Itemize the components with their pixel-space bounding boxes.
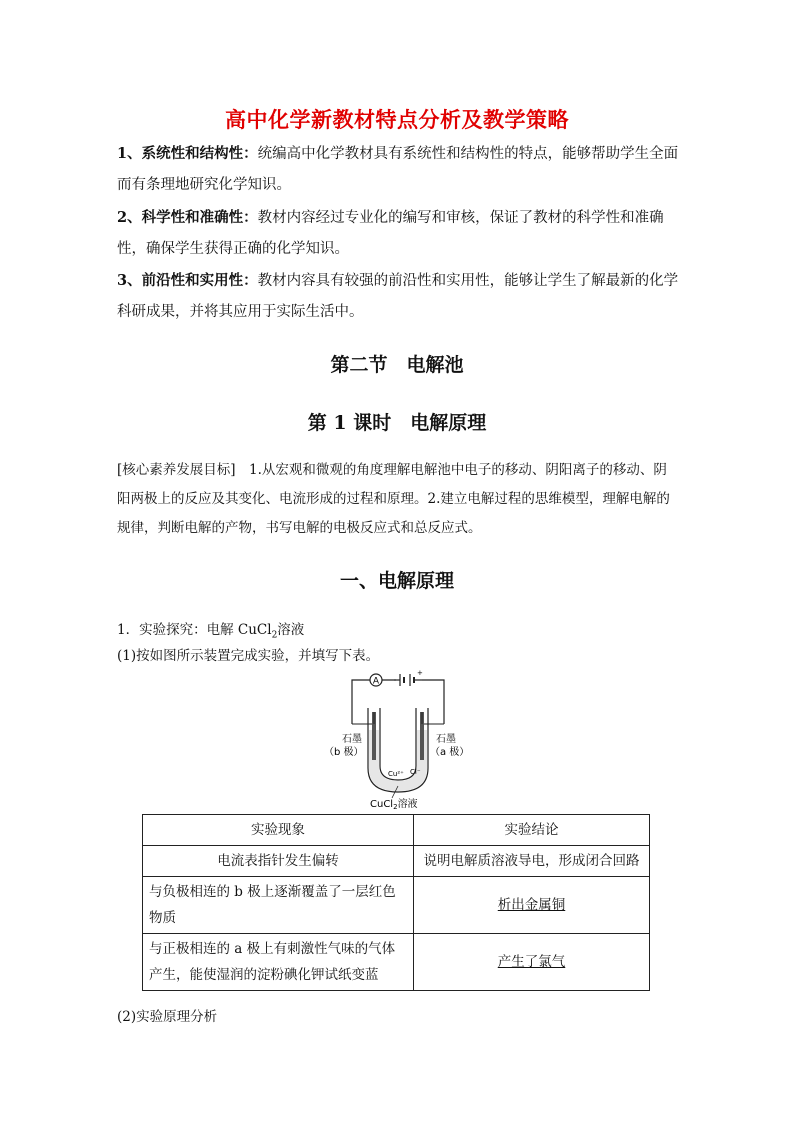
table-header-row	[143, 815, 650, 846]
table-row	[143, 846, 650, 877]
feature-paragraph-2	[117, 202, 687, 265]
core-goals-paragraph: [核心素养发展目标] 1.从宏观和微观的角度理解电解池中电子的移动、阴阳离子的移动、阴阳两极上的反应及其变化、电流形成的过程和原理。2.建立电解过程的思维模型，理解电解的规律，判断电解的产物，书写电解的电极反应式和总反应式。	[117, 462, 670, 536]
table-cell-conclusion: 析出金属铜	[414, 877, 650, 934]
electrode-a-label-2: （a 极）	[430, 747, 470, 758]
solution-label: CuCl$_2$溶液	[370, 799, 418, 810]
table-header-conclusion: 实验结论	[414, 815, 650, 846]
svg-text:+: +	[417, 669, 423, 677]
ion-cl-label: Cl⁻	[410, 768, 421, 776]
table-header-phenomenon: 实验现象	[143, 815, 414, 846]
ion-cu-label: Cu²⁺	[388, 770, 404, 778]
feature-text-2: 教材内容经过专业化的编写和审核，保证了教材的科学性和准确性，确保学生获得正确的化学知识。	[117, 210, 664, 257]
electrolysis-apparatus-diagram	[318, 668, 478, 810]
table-cell-phenomenon: 与负极相连的 b 极上逐渐覆盖了一层红色物质	[143, 877, 414, 934]
section-title: 第二节 电解池	[330, 354, 464, 376]
table-cell-phenomenon: 与正极相连的 a 极上有刺激性气味的气体产生，能使湿润的淀粉碘化钾试纸变蓝	[143, 934, 414, 991]
experiment-table	[142, 814, 650, 991]
feature-label-2: 2、科学性和准确性：	[117, 209, 258, 226]
feature-text-3: 教材内容具有较强的前沿性和实用性，能够让学生了解最新的化学科研成果，并将其应用于实际生活中。	[117, 273, 679, 320]
table-row	[143, 877, 650, 934]
lesson-title: 第 1 课时 电解原理	[307, 412, 487, 434]
feature-paragraph-1	[117, 138, 687, 201]
electrode-b-label-2: （b 极）	[324, 747, 364, 758]
step-instruction: (1)按如图所示装置完成实验，并填写下表。	[117, 648, 380, 664]
step-principle-analysis: (2)实验原理分析	[117, 1009, 218, 1025]
electrode-b-label-1: 石墨	[342, 734, 362, 745]
feature-text-1: 统编高中化学教材具有系统性和结构性的特点，能够帮助学生全面而有条理地研究化学知识。	[117, 146, 679, 193]
electrode-a-label-1: 石墨	[436, 734, 456, 745]
feature-label-1: 1、系统性和结构性：	[117, 145, 258, 162]
table-cell-conclusion: 说明电解质溶液导电，形成闭合回路	[414, 846, 650, 877]
heading-electrolysis-principle: 一、电解原理	[339, 570, 454, 592]
feature-label-3: 3、前沿性和实用性：	[117, 272, 258, 289]
feature-paragraph-3	[117, 265, 687, 328]
table-row	[143, 934, 650, 991]
table-cell-conclusion: 产生了氯气	[414, 934, 650, 991]
page-title: 高中化学新教材特点分析及教学策略	[225, 108, 569, 132]
ammeter-label: A	[372, 676, 380, 687]
table-cell-phenomenon: 电流表指针发生偏转	[143, 846, 414, 877]
step-experiment-title: 1．实验探究：电解 CuCl$_2$溶液	[117, 622, 305, 641]
